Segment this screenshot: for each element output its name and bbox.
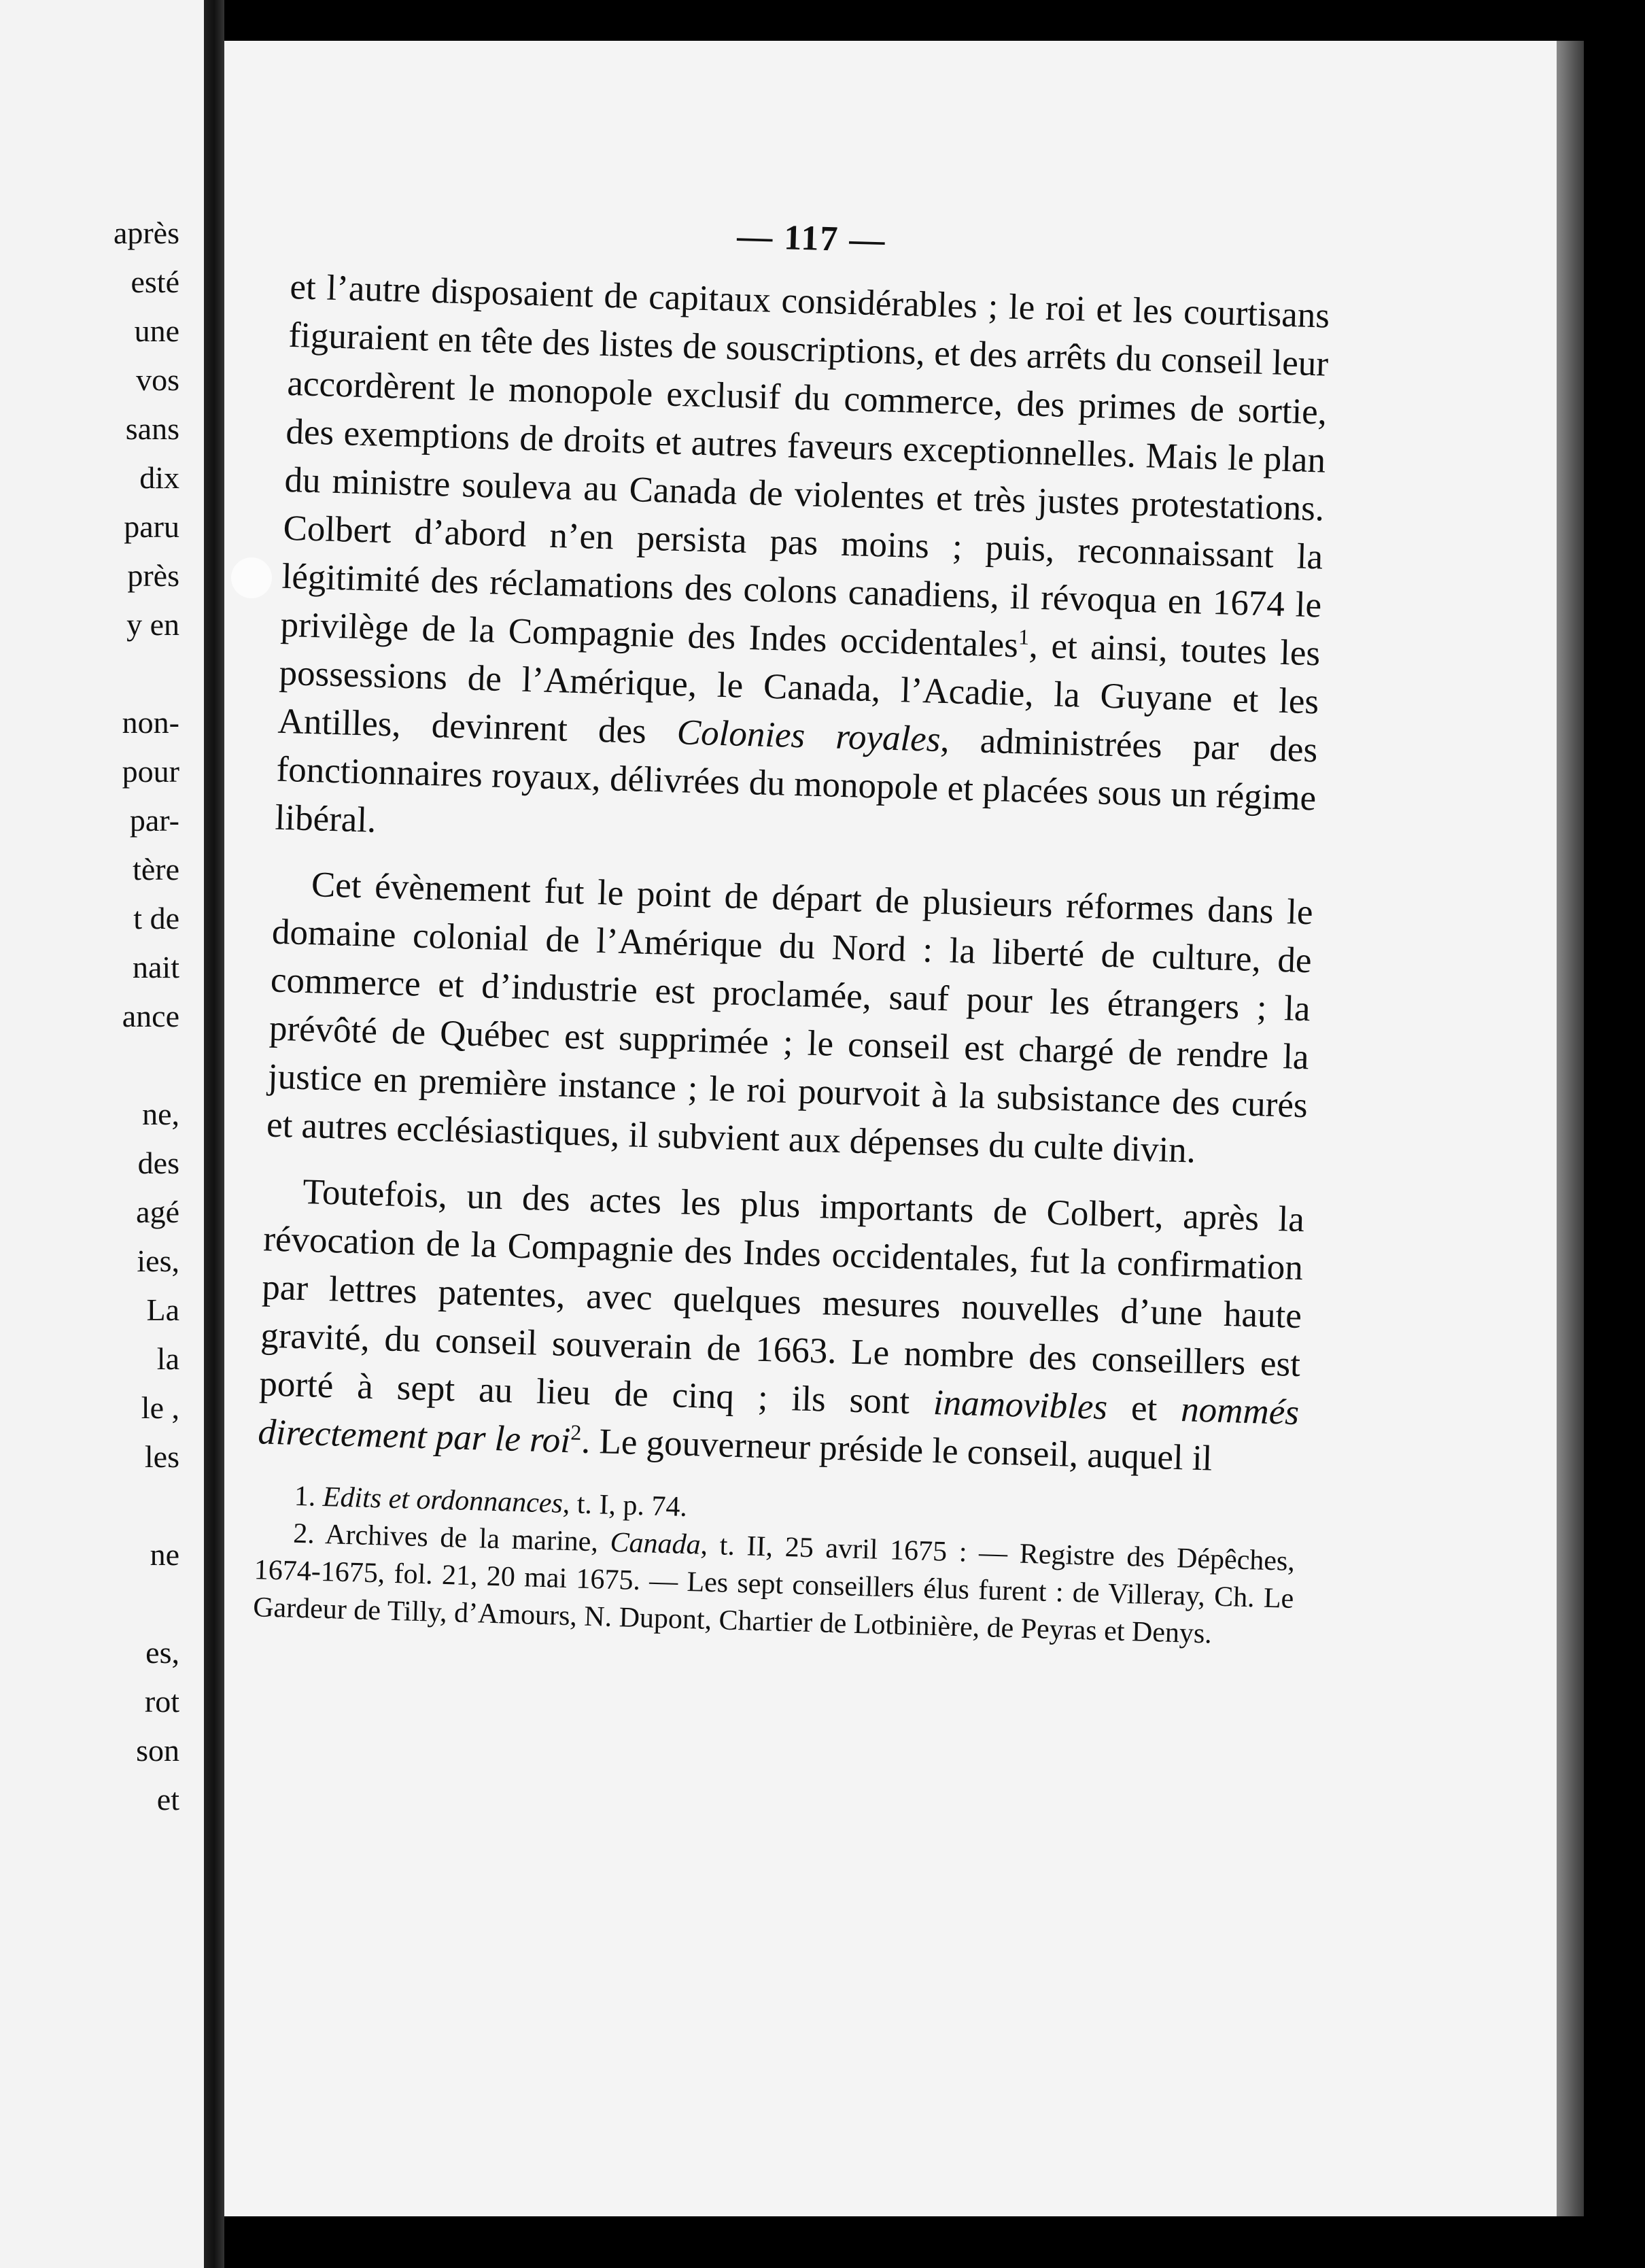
paragraph-3	[258, 1167, 1305, 1485]
page-number: — 117 —	[736, 217, 887, 260]
left-page-fragment: y en	[126, 607, 179, 642]
paragraph-3-text-c: . Le gouverneur préside le conseil, auquel il	[581, 1421, 1213, 1479]
left-page-fragment: tère	[133, 852, 179, 887]
footnote-2-text-b: , t. II, 25 avril 1675 : — Registre des Dépêches, 1674-1675, fol. 21, 20 mai 1675. — Les sept conseillers élus furent : de Villeray, Ch. Le Gardeur de Tilly, d’Amours, N. Dupont, Chartier de Lotbinière, de Peyras et Denys.	[252, 1529, 1296, 1650]
book-gutter	[204, 0, 224, 2268]
footnote-1-number: 1.	[294, 1480, 324, 1513]
left-page-fragment: nait	[133, 950, 179, 984]
paragraph-1	[275, 263, 1330, 871]
left-page-fragment: le ,	[141, 1390, 179, 1425]
left-page-fragment: ne	[150, 1537, 179, 1572]
left-page-fragment: son	[136, 1733, 179, 1768]
footnote-2-number: 2.	[292, 1517, 326, 1551]
left-page-fragment: ies,	[137, 1243, 179, 1278]
paragraph-3-text-b: et	[1107, 1388, 1182, 1430]
left-page-fragment: des	[137, 1146, 179, 1180]
paragraph-1-text-c: , administrées par des fonctionnaires royaux, délivrées du monopole et placées sous un régime libéral.	[274, 719, 1318, 840]
left-page-fragment: t de	[133, 901, 179, 935]
paragraph-1-text-b: , et ainsi, toutes les possessions de l’Amérique, le Canada, l’Acadie, la Guyane et les Antilles, devinrent des	[277, 625, 1321, 753]
paper-stain	[231, 557, 272, 598]
footnote-ref-2: 2	[570, 1420, 582, 1445]
left-page-fragment: une	[134, 313, 179, 348]
page-edge	[1557, 41, 1584, 2216]
paragraph-1-italic: Colonies royales	[676, 712, 941, 759]
left-page-fragment: agé	[136, 1195, 179, 1229]
left-page-fragment: par-	[129, 803, 179, 838]
left-page-fragment: rot	[144, 1684, 179, 1719]
paragraph-3-italic-2: nommés directement par le roi	[257, 1390, 1300, 1461]
left-page-fragment: et	[156, 1782, 179, 1817]
footnote-2-italic: Canada	[609, 1526, 702, 1561]
left-page	[0, 0, 204, 2268]
paragraph-3-italic-1: inamovibles	[933, 1383, 1108, 1428]
footnotes	[253, 1477, 1297, 1655]
left-page-fragment: La	[146, 1292, 179, 1327]
left-page-fragment: non-	[122, 705, 179, 740]
footnote-1-italic: Edits et ordonnances	[322, 1481, 564, 1519]
left-page-fragment: paru	[124, 509, 179, 544]
footnote-2-text-a: Archives de la marine,	[324, 1519, 611, 1558]
left-page-fragment: les	[144, 1439, 179, 1474]
footnote-ref-1: 1	[1018, 624, 1030, 649]
left-page-fragment: la	[156, 1341, 179, 1376]
left-page-fragment: esté	[131, 264, 179, 299]
left-page-fragment: pour	[122, 754, 179, 789]
page-text	[253, 204, 1332, 1655]
left-page-fragment: ance	[122, 999, 179, 1033]
left-page-fragment: sans	[125, 411, 179, 446]
left-page-fragment: vos	[136, 362, 179, 397]
paragraph-2: Cet évènement fut le point de départ de plusieurs réformes dans le domaine colonial de l’Amérique du Nord : la liberté de culture, de commerce et d’industrie est proclamée, sauf pour les étrangers ; la prévôté de Québec est supprimée ; le conseil est chargé de rendre la justice en première instance ; le roi pourvoit à la subsistance des curés et autres ecclésiastiques, il subvient aux dépenses du culte divin.	[266, 865, 1314, 1171]
left-page-fragment: ne,	[142, 1097, 179, 1131]
left-page-fragment: dix	[139, 460, 179, 495]
left-page-fragment: es,	[145, 1635, 179, 1670]
left-page-fragment: après	[113, 216, 179, 250]
paragraph-1-text-a: et l’autre disposaient de capitaux considérables ; le roi et les courtisans figuraient en tête des listes de souscriptions, et des arrêts du conseil leur accordèrent le monopole exclusif du commerce, des primes de sortie, des exemptions de droits et autres faveurs exceptionnelles. Mais le plan du ministre souleva au Canada de violentes et très justes protestations. Colbert d’abord n’en persista pas moins ; puis, reconnaissant la légitimité des réclamations des colons canadiens, il révoqua en 1674 le privilège de la Compagnie des Indes occidentales	[279, 267, 1330, 666]
paragraph-3-text-a: Toutefois, un des actes les plus importants de Colbert, après la révocation de la Compagnie des Indes occidentales, fut la confirmation par lettres patentes, avec quelques mesures nouvelles d’une haute gravité, du conseil souverain de 1663. Le nombre des conseillers est porté à sept au lieu de cinq ; ils sont	[258, 1172, 1305, 1423]
footnote-1-text: , t. I, p. 74.	[562, 1488, 688, 1523]
left-page-fragment: près	[127, 558, 179, 593]
